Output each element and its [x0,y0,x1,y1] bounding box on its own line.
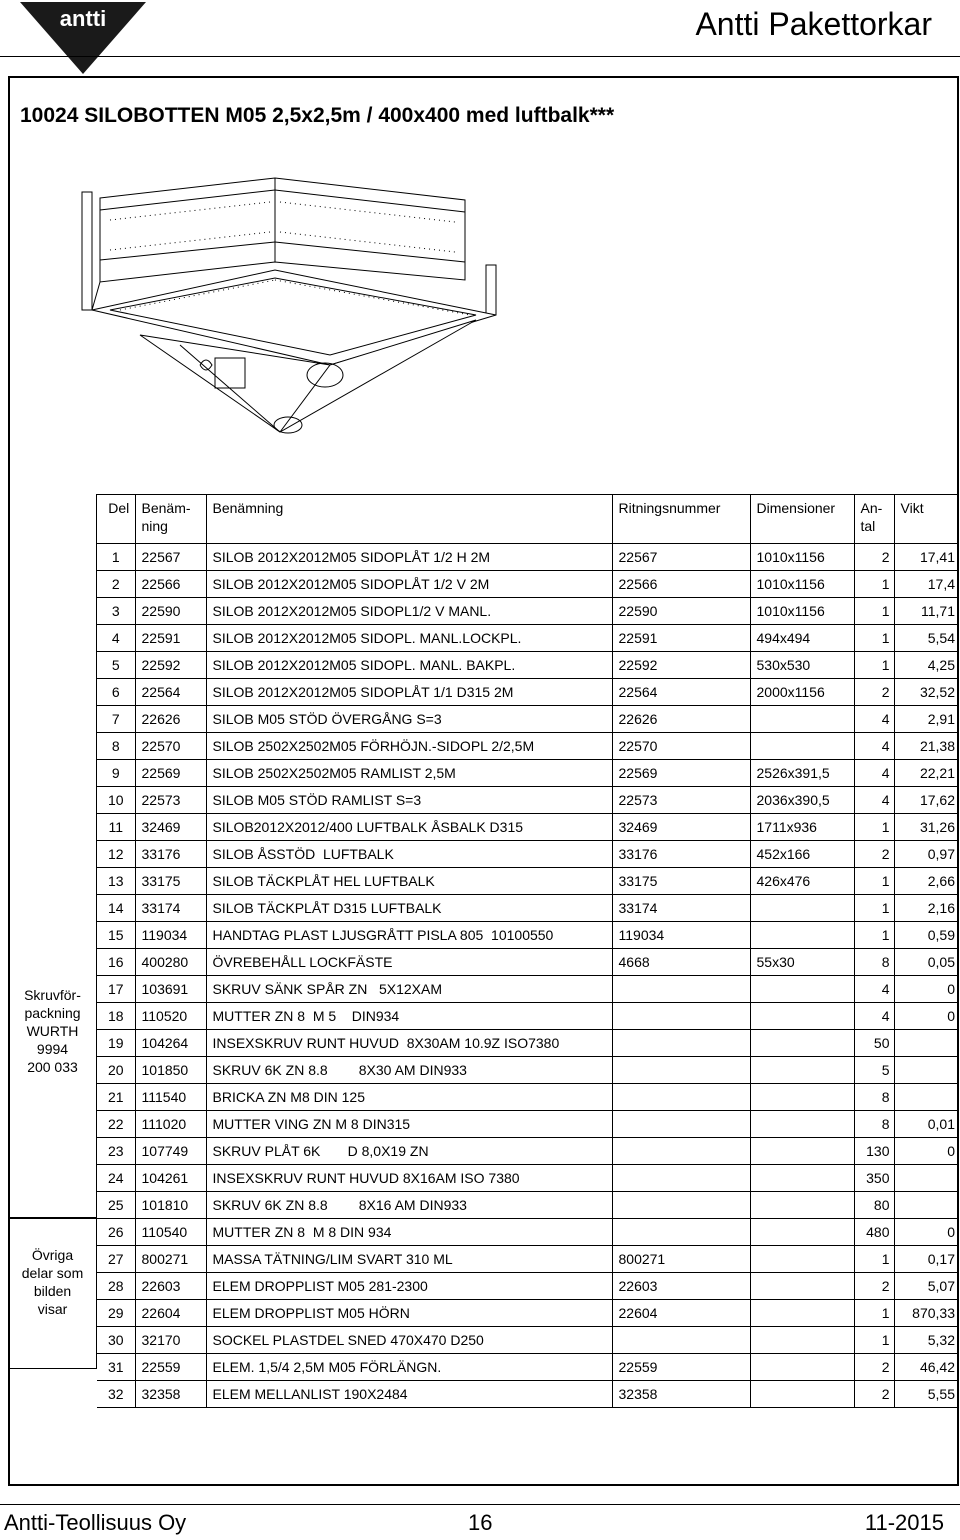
cell-part-number: 22592 [135,652,206,679]
table-row [97,1273,959,1300]
cell-drawing-number: 22570 [612,733,750,760]
cell-drawing-number [612,976,750,1003]
cell-drawing-number [612,1030,750,1057]
cell-description: SILOB 2012X2012M05 SIDOPLÅT 1/2 H 2M [206,544,612,571]
cell-weight: 17,4 [894,571,959,598]
cell-dimensions [750,922,854,949]
cell-del: 28 [97,1273,135,1300]
table-row [97,1354,959,1381]
cell-drawing-number: 22567 [612,544,750,571]
table-row [97,1327,959,1354]
cell-weight: 31,26 [894,814,959,841]
cell-quantity: 1 [854,895,894,922]
cell-description: SILOB 2012X2012M05 SIDOPL1/2 V MANL. [206,598,612,625]
table-row [97,1246,959,1273]
cell-part-number: 104261 [135,1165,206,1192]
cell-quantity: 4 [854,976,894,1003]
cell-drawing-number [612,1057,750,1084]
cell-del: 10 [97,787,135,814]
cell-del: 21 [97,1084,135,1111]
cell-del: 12 [97,841,135,868]
cell-drawing-number: 22604 [612,1300,750,1327]
table-row [97,571,959,598]
cell-drawing-number: 22569 [612,760,750,787]
cell-dimensions [750,1111,854,1138]
footer-rule [0,1504,960,1505]
cell-drawing-number: 32358 [612,1381,750,1408]
cell-del: 19 [97,1030,135,1057]
cell-weight: 0,17 [894,1246,959,1273]
cell-weight: 0,01 [894,1111,959,1138]
cell-description: MUTTER ZN 8 M 5 DIN934 [206,1003,612,1030]
cell-dimensions [750,706,854,733]
cell-part-number: 33174 [135,895,206,922]
header-del: Del [97,495,135,544]
table-row [97,1084,959,1111]
cell-part-number: 22590 [135,598,206,625]
cell-drawing-number: 22603 [612,1273,750,1300]
cell-drawing-number: 22592 [612,652,750,679]
cell-del: 18 [97,1003,135,1030]
cell-description: SILOB 2502X2502M05 RAMLIST 2,5M [206,760,612,787]
cell-dimensions [750,1300,854,1327]
table-row [97,760,959,787]
cell-weight [894,1084,959,1111]
table-header-row [97,495,959,544]
cell-quantity: 1 [854,1300,894,1327]
cell-del: 31 [97,1354,135,1381]
cell-description: SKRUV SÄNK SPÅR ZN 5X12XAM [206,976,612,1003]
cell-part-number: 107749 [135,1138,206,1165]
cell-quantity: 4 [854,706,894,733]
cell-dimensions [750,1327,854,1354]
table-row [97,1192,959,1219]
cell-dimensions [750,1246,854,1273]
cell-drawing-number [612,1192,750,1219]
cell-part-number: 101810 [135,1192,206,1219]
cell-quantity: 1 [854,598,894,625]
cell-weight: 17,41 [894,544,959,571]
cell-del: 16 [97,949,135,976]
table-row [97,868,959,895]
table-row [97,922,959,949]
cell-part-number: 22604 [135,1300,206,1327]
document-date: 11-2015 [864,1510,944,1535]
header-rule [0,56,960,57]
cell-description: SILOB 2012X2012M05 SIDOPLÅT 1/1 D315 2M [206,679,612,706]
cell-quantity: 2 [854,1354,894,1381]
silo-bottom-drawing [80,170,500,440]
cell-del: 15 [97,922,135,949]
cell-description: ELEM MELLANLIST 190X2484 [206,1381,612,1408]
cell-quantity: 1 [854,868,894,895]
cell-weight: 0,05 [894,949,959,976]
cell-drawing-number: 22590 [612,598,750,625]
cell-del: 13 [97,868,135,895]
cell-quantity: 1 [854,814,894,841]
cell-description: ELEM DROPPLIST M05 HÖRN [206,1300,612,1327]
cell-quantity: 50 [854,1030,894,1057]
cell-description: SILOB2012X2012/400 LUFTBALK ÅSBALK D315 [206,814,612,841]
table-row [97,1381,959,1408]
company-name: Antti-Teollisuus Oy [4,1510,187,1535]
cell-del: 4 [97,625,135,652]
cell-weight: 46,42 [894,1354,959,1381]
page-number: 16 [468,1510,493,1535]
cell-part-number: 119034 [135,922,206,949]
cell-description: SKRUV 6K ZN 8.8 8X30 AM DIN933 [206,1057,612,1084]
cell-del: 23 [97,1138,135,1165]
cell-quantity: 4 [854,1003,894,1030]
cell-drawing-number: 22566 [612,571,750,598]
brand-name: Antti Pakettorkar [695,6,932,42]
cell-del: 9 [97,760,135,787]
cell-description: SKRUV PLÅT 6K D 8,0X19 ZN [206,1138,612,1165]
cell-dimensions [750,1273,854,1300]
cell-description: HANDTAG PLAST LJUSGRÅTT PISLA 805 10100550 [206,922,612,949]
header-description: Benämning [206,495,612,544]
cell-description: MUTTER ZN 8 M 8 DIN 934 [206,1219,612,1246]
cell-del: 32 [97,1381,135,1408]
cell-drawing-number [612,1003,750,1030]
cell-part-number: 22559 [135,1354,206,1381]
table-row [97,841,959,868]
cell-weight: 870,33 [894,1300,959,1327]
cell-quantity: 4 [854,733,894,760]
cell-quantity: 130 [854,1138,894,1165]
cell-part-number: 104264 [135,1030,206,1057]
cell-weight: 0 [894,1138,959,1165]
cell-description: SOCKEL PLASTDEL SNED 470X470 D250 [206,1327,612,1354]
cell-part-number: 22591 [135,625,206,652]
cell-description: SILOB 2012X2012M05 SIDOPL. MANL. BAKPL. [206,652,612,679]
cell-part-number: 22567 [135,544,206,571]
cell-weight: 2,91 [894,706,959,733]
cell-dimensions [750,1057,854,1084]
cell-quantity: 80 [854,1192,894,1219]
cell-quantity: 4 [854,760,894,787]
cell-dimensions [750,733,854,760]
cell-description: MUTTER VING ZN M 8 DIN315 [206,1111,612,1138]
side-column [8,494,97,1369]
cell-dimensions: 1711x936 [750,814,854,841]
table-row [97,895,959,922]
table-row [97,949,959,976]
cell-quantity: 1 [854,571,894,598]
cell-drawing-number [612,1084,750,1111]
cell-quantity: 5 [854,1057,894,1084]
header-dimensions: Dimensioner [750,495,854,544]
cell-part-number: 22626 [135,706,206,733]
side-separator [8,1217,97,1219]
cell-weight: 0,97 [894,841,959,868]
cell-drawing-number: 22573 [612,787,750,814]
table-row [97,976,959,1003]
cell-dimensions [750,1381,854,1408]
cell-description: SILOB ÅSSTÖD LUFTBALK [206,841,612,868]
cell-description: SILOB 2502X2502M05 FÖRHÖJN.-SIDOPL 2/2,5M [206,733,612,760]
cell-part-number: 32469 [135,814,206,841]
cell-quantity: 350 [854,1165,894,1192]
table-row [97,787,959,814]
table-row [97,1057,959,1084]
cell-drawing-number [612,1138,750,1165]
cell-dimensions [750,1219,854,1246]
svg-text:antti: antti [59,6,107,31]
cell-quantity: 2 [854,841,894,868]
cell-quantity: 480 [854,1219,894,1246]
cell-drawing-number [612,1165,750,1192]
antti-logo [20,2,146,76]
cell-part-number: 111020 [135,1111,206,1138]
cell-part-number: 103691 [135,976,206,1003]
cell-weight: 21,38 [894,733,959,760]
cell-drawing-number: 33174 [612,895,750,922]
cell-drawing-number [612,1219,750,1246]
cell-quantity: 1 [854,922,894,949]
cell-part-number: 22569 [135,760,206,787]
cell-weight: 22,21 [894,760,959,787]
cell-dimensions: 2036x390,5 [750,787,854,814]
cell-part-number: 22603 [135,1273,206,1300]
cell-del: 7 [97,706,135,733]
cell-description: SILOB 2012X2012M05 SIDOPLÅT 1/2 V 2M [206,571,612,598]
cell-dimensions: 452x166 [750,841,854,868]
cell-del: 27 [97,1246,135,1273]
cell-del: 2 [97,571,135,598]
cell-description: SILOB TÄCKPLÅT D315 LUFTBALK [206,895,612,922]
cell-dimensions: 530x530 [750,652,854,679]
table-row [97,1138,959,1165]
cell-part-number: 110540 [135,1219,206,1246]
header-quantity: An- tal [854,495,894,544]
table-row [97,1111,959,1138]
cell-part-number: 800271 [135,1246,206,1273]
table-row [97,733,959,760]
cell-description: ELEM DROPPLIST M05 281-2300 [206,1273,612,1300]
cell-part-number: 22573 [135,787,206,814]
cell-dimensions: 2526x391,5 [750,760,854,787]
cell-weight: 0 [894,1219,959,1246]
cell-part-number: 32170 [135,1327,206,1354]
cell-part-number: 33175 [135,868,206,895]
table-row [97,679,959,706]
cell-description: INSEXSKRUV RUNT HUVUD 8X30AM 10.9Z ISO7380 [206,1030,612,1057]
cell-del: 25 [97,1192,135,1219]
table-body [97,544,959,1408]
table-row [97,1165,959,1192]
cell-dimensions [750,1138,854,1165]
cell-description: SILOB TÄCKPLÅT HEL LUFTBALK [206,868,612,895]
cell-drawing-number: 22626 [612,706,750,733]
table-row [97,544,959,571]
cell-description: SKRUV 6K ZN 8.8 8X16 AM DIN933 [206,1192,612,1219]
other-parts-note: Övriga delar som bilden visar [21,1247,84,1317]
cell-drawing-number [612,1327,750,1354]
cell-dimensions [750,976,854,1003]
parts-table [97,494,959,1408]
cell-weight: 5,55 [894,1381,959,1408]
cell-dimensions [750,1003,854,1030]
cell-weight: 0,59 [894,922,959,949]
header-weight: Vikt [894,495,959,544]
cell-dimensions [750,895,854,922]
cell-part-number: 111540 [135,1084,206,1111]
cell-del: 14 [97,895,135,922]
cell-part-number: 110520 [135,1003,206,1030]
cell-weight [894,1030,959,1057]
cell-quantity: 4 [854,787,894,814]
cell-del: 29 [97,1300,135,1327]
cell-part-number: 22570 [135,733,206,760]
cell-del: 5 [97,652,135,679]
cell-part-number: 400280 [135,949,206,976]
cell-del: 3 [97,598,135,625]
header-part-number: Benäm- ning [135,495,206,544]
cell-del: 6 [97,679,135,706]
cell-part-number: 33176 [135,841,206,868]
cell-quantity: 1 [854,652,894,679]
cell-part-number: 22566 [135,571,206,598]
cell-description: BRICKA ZN M8 DIN 125 [206,1084,612,1111]
cell-dimensions [750,1084,854,1111]
cell-weight [894,1165,959,1192]
cell-drawing-number: 33176 [612,841,750,868]
cell-weight: 5,54 [894,625,959,652]
table-row [97,625,959,652]
cell-del: 17 [97,976,135,1003]
cell-dimensions [750,1165,854,1192]
cell-weight: 0 [894,1003,959,1030]
table-row [97,1030,959,1057]
cell-dimensions [750,1192,854,1219]
cell-dimensions: 2000x1156 [750,679,854,706]
cell-drawing-number: 119034 [612,922,750,949]
table-row [97,1300,959,1327]
table-row [97,814,959,841]
cell-del: 20 [97,1057,135,1084]
table-row [97,706,959,733]
cell-dimensions [750,1354,854,1381]
cell-del: 11 [97,814,135,841]
cell-part-number: 101850 [135,1057,206,1084]
cell-quantity: 8 [854,949,894,976]
cell-del: 24 [97,1165,135,1192]
cell-quantity: 2 [854,679,894,706]
table-row [97,652,959,679]
cell-weight [894,1192,959,1219]
cell-dimensions: 1010x1156 [750,544,854,571]
cell-del: 22 [97,1111,135,1138]
cell-dimensions: 426x476 [750,868,854,895]
cell-description: SILOB M05 STÖD ÖVERGÅNG S=3 [206,706,612,733]
cell-weight: 2,66 [894,868,959,895]
cell-drawing-number: 22559 [612,1354,750,1381]
cell-description: SILOB 2012X2012M05 SIDOPL. MANL.LOCKPL. [206,625,612,652]
cell-drawing-number: 4668 [612,949,750,976]
cell-description: INSEXSKRUV RUNT HUVUD 8X16AM ISO 7380 [206,1165,612,1192]
cell-weight: 2,16 [894,895,959,922]
cell-weight: 5,32 [894,1327,959,1354]
cell-del: 26 [97,1219,135,1246]
cell-weight: 4,25 [894,652,959,679]
cell-quantity: 8 [854,1084,894,1111]
cell-del: 30 [97,1327,135,1354]
cell-weight: 0 [894,976,959,1003]
cell-quantity: 2 [854,544,894,571]
cell-part-number: 32358 [135,1381,206,1408]
cell-quantity: 1 [854,625,894,652]
cell-quantity: 8 [854,1111,894,1138]
cell-description: ÖVREBEHÅLL LOCKFÄSTE [206,949,612,976]
cell-description: MASSA TÄTNING/LIM SVART 310 ML [206,1246,612,1273]
cell-quantity: 2 [854,1381,894,1408]
cell-weight: 5,07 [894,1273,959,1300]
cell-del: 8 [97,733,135,760]
cell-weight: 17,62 [894,787,959,814]
document-title: 10024 SILOBOTTEN M05 2,5x2,5m / 400x400 med luftbalk*** [20,104,615,127]
cell-drawing-number: 22564 [612,679,750,706]
table-row [97,1003,959,1030]
cell-quantity: 1 [854,1327,894,1354]
cell-weight: 32,52 [894,679,959,706]
cell-part-number: 22564 [135,679,206,706]
cell-drawing-number: 32469 [612,814,750,841]
cell-drawing-number: 22591 [612,625,750,652]
cell-description: SILOB M05 STÖD RAMLIST S=3 [206,787,612,814]
cell-drawing-number: 33175 [612,868,750,895]
screw-package-note: Skruvför- packning WURTH 9994 200 033 [24,987,81,1075]
cell-description: ELEM. 1,5/4 2,5M M05 FÖRLÄNGN. [206,1354,612,1381]
header-drawing-number: Ritningsnummer [612,495,750,544]
cell-dimensions [750,1030,854,1057]
cell-quantity: 2 [854,1273,894,1300]
table-row [97,1219,959,1246]
cell-dimensions: 1010x1156 [750,598,854,625]
cell-weight: 11,71 [894,598,959,625]
cell-dimensions: 494x494 [750,625,854,652]
table-row [97,598,959,625]
cell-dimensions: 1010x1156 [750,571,854,598]
cell-del: 1 [97,544,135,571]
cell-weight [894,1057,959,1084]
cell-drawing-number [612,1111,750,1138]
cell-quantity: 1 [854,1246,894,1273]
cell-dimensions: 55x30 [750,949,854,976]
cell-drawing-number: 800271 [612,1246,750,1273]
